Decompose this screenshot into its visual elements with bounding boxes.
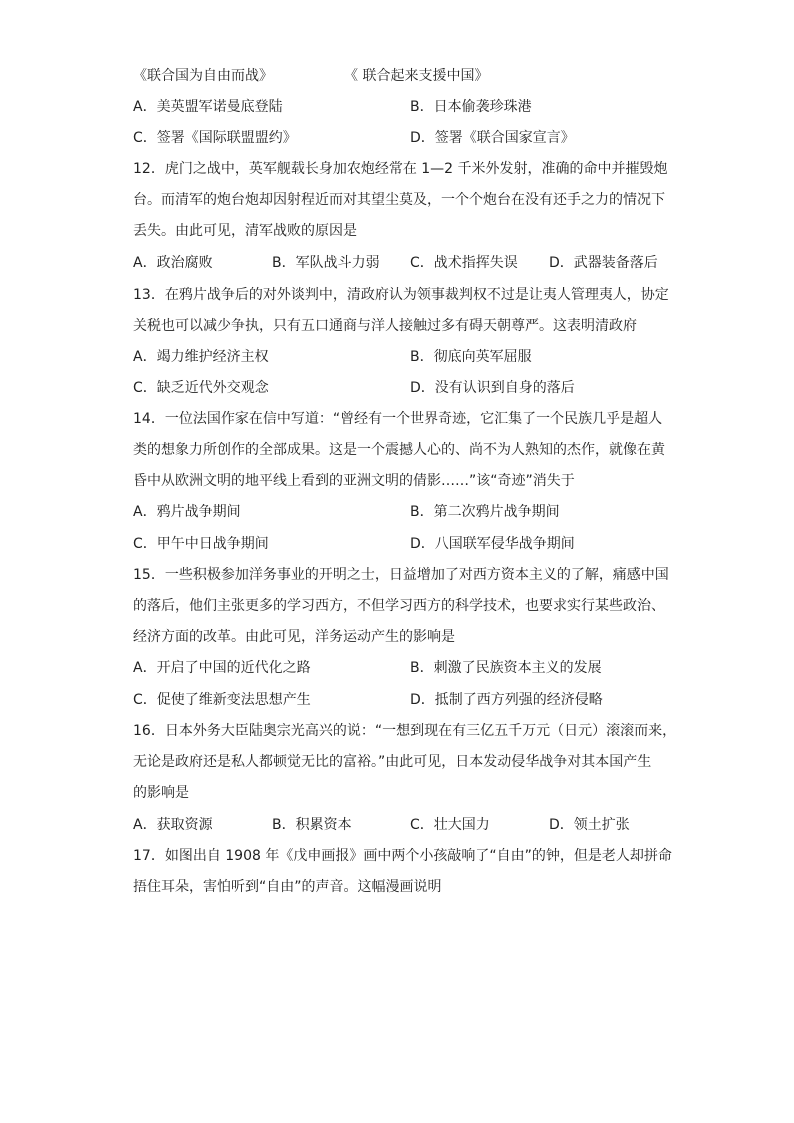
- q15-stem-line-3: 经济方面的改革。由此可见，洋务运动产生的影响是: [133, 629, 455, 645]
- q16-option-b: B．积累资本: [272, 817, 352, 833]
- q11-options-row-1: [133, 97, 663, 117]
- q16-option-d: D．领土扩张: [549, 817, 630, 833]
- q11-option-c: C．签署《国际联盟盟约》: [133, 130, 297, 146]
- q15-option-c: C．促使了维新变法思想产生: [133, 692, 311, 708]
- q16-stem-line-2: 无论是政府还是私人都顿觉无比的富裕。”由此可见，日本发动侵华战争对其本国产生: [133, 754, 652, 770]
- poster-title-b: 《 联合起来支援中国》: [344, 68, 489, 84]
- q14-stem-line-1: 14．一位法国作家在信中写道：“曾经有一个世界奇迹，它汇集了一个民族几乎是超人: [133, 411, 663, 427]
- q12-option-b: B．军队战斗力弱: [272, 255, 380, 271]
- q15-option-d: D．抵制了西方列强的经济侵略: [410, 692, 603, 708]
- q13-option-a: A．竭力维护经济主权: [133, 349, 269, 365]
- q17-stem-line-1: 17．如图出自 1908 年《戊申画报》画中两个小孩敲响了“自由”的钟，但是老人却拼命: [133, 848, 672, 864]
- q13-options-row-2: [133, 378, 663, 398]
- q12-stem-line-2: 台。而清军的炮台炮却因射程近而对其望尘莫及，一个个炮台在没有还手之力的情况下: [133, 192, 665, 208]
- poster-title-a: 《联合国为自由而战》: [133, 68, 273, 84]
- q14-option-d: D．八国联军侵华战争期间: [410, 536, 575, 552]
- q13-option-d: D．没有认识到自身的落后: [410, 380, 575, 396]
- q15-option-a: A．开启了中国的近代化之路: [133, 660, 311, 676]
- q12-stem-line-1: 12．虎门之战中，英军舰载长身加农炮经常在 1—2 千米外发射，准确的命中并摧毁炮: [133, 161, 668, 177]
- q11-option-a: A．美英盟军诺曼底登陆: [133, 99, 283, 115]
- q15-stem-line-2: 的落后，他们主张更多的学习西方，不但学习西方的科学技术，也要求实行某些政治、: [133, 598, 665, 614]
- q12-option-c: C．战术指挥失误: [410, 255, 518, 271]
- q14-option-c: C．甲午中日战争期间: [133, 536, 269, 552]
- q13-option-b: B．彻底向英军屈服: [410, 349, 532, 365]
- q16-options-row: [133, 815, 663, 835]
- q15-option-b: B．刺激了民族资本主义的发展: [410, 660, 602, 676]
- q13-option-c: C．缺乏近代外交观念: [133, 380, 269, 396]
- q15-options-row-1: [133, 658, 663, 678]
- q11-options-row-2: [133, 128, 663, 148]
- q14-stem-line-2: 类的想象力所创作的全部成果。这是一个震撼人心的、尚不为人熟知的杰作，就像在黄: [133, 442, 665, 458]
- q11-option-b: B．日本偷袭珍珠港: [410, 99, 532, 115]
- q16-stem-line-1: 16．日本外务大臣陆奥宗光高兴的说：“一想到现在有三亿五千万元（日元）滚滚而来，: [133, 723, 677, 739]
- q16-option-c: C．壮大国力: [410, 817, 490, 833]
- q16-stem-line-3: 的影响是: [133, 785, 189, 801]
- q14-options-row-1: [133, 502, 663, 522]
- q11-option-d: D．签署《联合国家宣言》: [410, 130, 575, 146]
- q15-stem-line-1: 15．一些积极参加洋务事业的开明之士，日益增加了对西方资本主义的了解，痛感中国: [133, 567, 669, 583]
- q12-stem-line-3: 丢失。由此可见，清军战败的原因是: [133, 223, 357, 239]
- q12-option-d: D．武器装备落后: [549, 255, 658, 271]
- q17-stem-line-2: 捂住耳朵，害怕听到“自由”的声音。这幅漫画说明: [133, 879, 442, 895]
- q14-stem-line-3: 昏中从欧洲文明的地平线上看到的亚洲文明的倩影……”该“奇迹”消失于: [133, 473, 575, 489]
- q13-stem-line-2: 关税也可以减少争执，只有五口通商与洋人接触过多有碍天朝尊严。这表明清政府: [133, 318, 637, 334]
- q12-options-row: [133, 253, 663, 273]
- q12-option-a: A．政治腐败: [133, 255, 213, 271]
- q14-option-b: B．第二次鸦片战争期间: [410, 504, 560, 520]
- q15-options-row-2: [133, 690, 663, 710]
- q16-option-a: A．获取资源: [133, 817, 213, 833]
- q14-option-a: A．鸦片战争期间: [133, 504, 241, 520]
- poster-titles-row: [133, 66, 663, 86]
- q13-stem-line-1: 13．在鸦片战争后的对外谈判中，清政府认为领事裁判权不过是让夷人管理夷人，协定: [133, 287, 669, 303]
- q14-options-row-2: [133, 534, 663, 554]
- q13-options-row-1: [133, 347, 663, 367]
